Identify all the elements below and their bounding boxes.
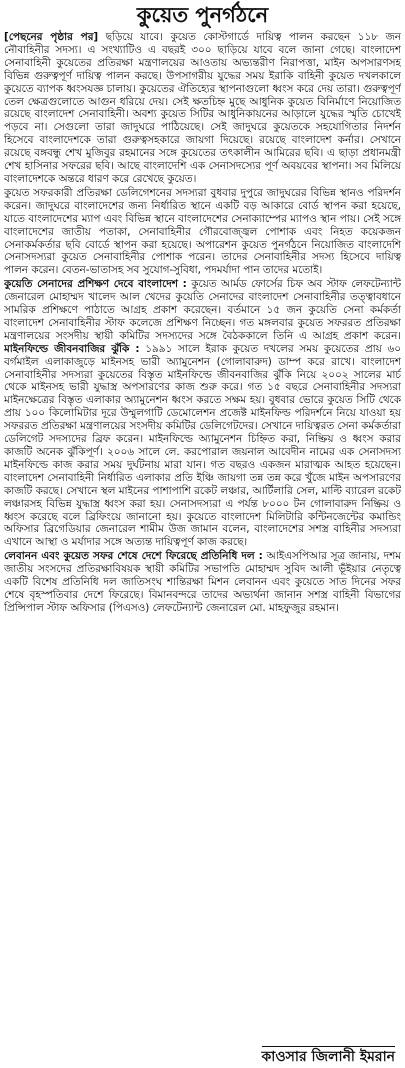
paragraph-1-text: ছড়িয়ে যাবে। কুয়েত কোস্টগার্ডে দায়িত্ব পালন করছেন ১১৮ জন নৌবাহিনীর সদস্য। এ সংখ্যাটিও এ বছরই ৩০০ ছাড়িয়ে যাবে বলে জানা গেছে। বাংলাদেশ সেনাবাহিনী কুয়েতের প্রতিরক্ষা মন্ত্রণালয়ের আওতায় অভ্যন্তরীণ নিরাপত্তা, মাইন অপসারণসহ বিভিন্ন গুরুত্বপূর্ণ দায়িত্ব পালন করছে। উপসাগরীয় যুদ্ধের সময় ইরাকি বাহিনী কুয়েত দখলকালে কুয়েতে ব্যাপক ধ্বংসযজ্ঞ চালায়। কুয়েতের ঐতিহ্যের স্থাপনাগুলো ধ্বংস করে দেয় তারা। গুরুত্বপূর্ণ তেল ক্ষেত্রগুলোতে আগুন ধরিয়ে দেয়। সেই ক্ষতচিহ্ন মুছে আধুনিক কুয়েত বিনির্মাণে নিয়োজিত রয়েছে বাংলাদেশ সেনাবাহিনী। অবশ্য কুয়েত সিটির আধুনিকায়নের আড়ালে যুদ্ধের স্মৃতি চোখেই পড়বে না। সেগুলো তারা জাদুঘরে পাঠিয়েছে। সেই জাদুঘরে কুয়েতকে সহযোগিতার নিদর্শন হিসেবে বাংলাদেশকে তারা গুরুত্বসহকারে জায়গা দিয়েছে। রয়েছে বাংলাদেশ কর্নার। সেখানে রয়েছে বঙ্গবন্ধু শেখ মুজিবুর রহমানের সঙ্গে কুয়েতের তৎকালীন আমিরের ছবি। এ ছাড়া প্রধানমন্ত্রী শেখ হাসিনার সফরের ছবি। আছে বাংলাদেশি এক সেনাসদস্যের পূর্ণ অবয়বের স্থাপনা। সব মিলিয়ে বাংলাদেশকে অন্তরে ধারণ করে রেখেছে কুয়েত। [4, 31, 401, 185]
paragraph-2: কুয়েত সফরকারী প্রতিরক্ষা ডেলিগেশনের সদস্যরা বুধবার দুপুরে জাদুঘরের বিভিন্ন স্থানও পরিদর্শন করেন। জাদুঘরে বাংলাদেশের জন্য নির্ধারিত স্থানে একটি বড় আকারে বোর্ড স্থাপন করা হয়েছে, যাতে বাংলাদেশের ম্যাপ এবং বিভিন্ন স্থানে বাংলাদেশের সেনাক্যাম্পের ম্যাপও স্থান পায়। সেই সঙ্গে বাংলাদেশের জাতীয় পতাকা, সেনাবাহিনীর গৌরবোজ্জ্বল পোশাক এবং নিহত কয়েকজন সেনাকর্মকর্তার ছবি বোর্ডে স্থাপন করা হয়েছে। অপারেশন কুয়েত পুনর্গঠনে নিয়োজিত বাংলাদেশি সেনাসদস্যরা কুয়েত সেনাবাহিনীর পোশাক পরেন। তাদের সেনাবাহিনীর সদস্য হিসেবে দায়িত্ব পালন করেন। বেতন-ভাতাসহ সব সুযোগ-সুবিধা, পদমর্যাদা পান তাদের মতোই। [4, 186, 401, 277]
subheading-training: কুয়েতি সেনাদের প্রশিক্ষণ দেবে বাংলাদেশ : [4, 278, 187, 291]
continuation-note: [পেছনের পৃষ্ঠার পর] [4, 31, 99, 43]
paragraph-4-text: আইএসপিআর সূত্র জানায়, দশম জাতীয় সংসদের প্রতিরক্ষাবিষয়ক স্থায়ী কমিটির সভাপতি মোহাম্মদ সুবিদ আলী ভূঁইয়ার নেতৃত্বে একটি বিশেষ প্রতিনিধি দল জাতিসংঘ শান্তিরক্ষা মিশন লেবানন এবং কুয়েতে সাত দিনের সফর শেষে বৃহস্পতিবার দেশে ফিরেছে। বিমানবন্দরে তাদের অভ্যর্থনা জানান সশস্ত্র বাহিনী বিভাগের প্রিন্সিপাল স্টাফ অফিসার (পিএসও) লেফটেন্যান্ট জেনারেল মো. মাহফুজুর রহমান। [4, 550, 401, 614]
paragraph-4 [4, 550, 401, 615]
paragraph-3-rest: ১৯৯১ সালে ইরাক কুয়েত দখলের সময় কুয়েতের প্রায় ৬০ বর্গমাইল এলাকাজুড়ে মাইনসহ ভারী অ্যামুনেশন (গোলাবারুদ) ডাম্প করে রাখে। বাংলাদেশ সেনাবাহিনীর সদস্যরা কুয়েতের বিস্তৃত মাইনফিল্ডে জীবনবাজির ঝুঁকি নিয়ে ২০০২ সালের মার্চ থেকে মাইনসহ ভারী যুদ্ধাস্ত্র অপসারণের কাজ শুরু করে। গত ১৫ বছরে সেনাবাহিনীর সদস্যরা মাইনক্ষেত্রের বিস্তৃত এলাকার অ্যামুনেশন ধ্বংস করতে সক্ষম হয়। বুধবার ভোরে কুয়েত সিটি থেকে প্রায় ১০০ কিলোমিটার দূরে উম্মুলগাটি ডেমোলেশন প্রজেক্ট মাইনফিল্ড পরিদর্শনে নিয়ে যাওয়া হয় সফররত প্রতিরক্ষা মন্ত্রণালয়ের সংসদীয় কমিটির ডেলিগেটদের। সেখানে দায়িত্বরত সেনা কর্মকর্তারা ডেলিগেট সদস্যদের ব্রিফ করেন। মাইনফিল্ডে অ্যামুনেশন চিহ্নিত করা, নিষ্ক্রিয় ও ধ্বংস করার কাজটি অনেক ঝুঁকিপূর্ণ। ২০০৬ সালে লে. করপোরাল জয়নাল আবেদীন নামের এক সেনাসদস্য মাইনফিল্ডে কাজ করার সময় দুর্ঘটনায় মারা যান। গত বছরও একজন মারাত্মক আহত হয়েছেন। বাংলাদেশ সেনাবাহিনী নির্ধারিত এলাকার প্রতি ইঞ্চি জায়গা তন্ন তন্ন করে খুঁজে মাইন অপসারণের কাজটি করছে। সেখানে স্থল মাইনের পাশাপাশি রকেট লঞ্চার, আর্টিলারি সেল, মাল্টি ব্যারেল রকেট লঞ্চারসহ বিভিন্ন যুদ্ধাস্ত্র ধ্বংস করা হয়। সেনাসদস্যরা এ পর্যন্ত ৮০০০ টন গোলাবারুদ নিষ্ক্রিয় ও ধ্বংস করেছে বলে ব্রিফিংয়ে জানানো হয়। কুয়েতে বাংলাদেশ মিলিটারি কন্টিনজেন্টের কমান্ডিং অফিসার ব্রিগেডিয়ার জেনারেল শামীম উজ জামান বলেন, বাংলাদেশের সশস্ত্র বাহিনীর সদস্যরা এখানে আস্থা ও মর্যাদার সঙ্গে অত্যন্ত দায়িত্বপূর্ণ কাজ করছে। [4, 342, 401, 549]
article-title: কুয়েত পুনর্গঠনে [136, 2, 269, 27]
newspaper-article [4, 0, 401, 1068]
subheading-minefield: মাইনফিল্ডে জীবনবাজির ঝুঁকি : [4, 342, 140, 355]
paragraph-3-text: কুয়েত আর্মড ফোর্সের চিফ অব স্টাফ লেফটেন্যান্ট জেনারেল মোহাম্মদ খালেদ আল খেদের কুয়েতি সেনাদের বাংলাদেশ সেনাবাহিনীর তত্ত্বাবধানে সামরিক প্রশিক্ষণে পাঠাতে আগ্রহ প্রকাশ করেছেন। বর্তমানে ১৫ জন কুয়েতি সেনা কর্মকর্তা বাংলাদেশ সেনাবাহিনীর স্টাফ কলেজে প্রশিক্ষণ নিচ্ছেন। গত মঙ্গলবার কুয়েত সফররত প্রতিরক্ষা মন্ত্রণালয়ের সংসদীয় স্থায়ী কমিটির সদস্যদের সঙ্গে বৈঠককালে তিনি এ আগ্রহ প্রকাশ করেন। [4, 278, 401, 342]
byline-footer: কাওসার জিলানী ইমরান [262, 1046, 395, 1066]
paragraph-3 [4, 278, 401, 549]
paragraph-1 [4, 31, 401, 186]
subheading-delegation-return: লেবানন এবং কুয়েত সফর শেষে দেশে ফিরেছে প্রতিনিধি দল : [4, 550, 263, 563]
